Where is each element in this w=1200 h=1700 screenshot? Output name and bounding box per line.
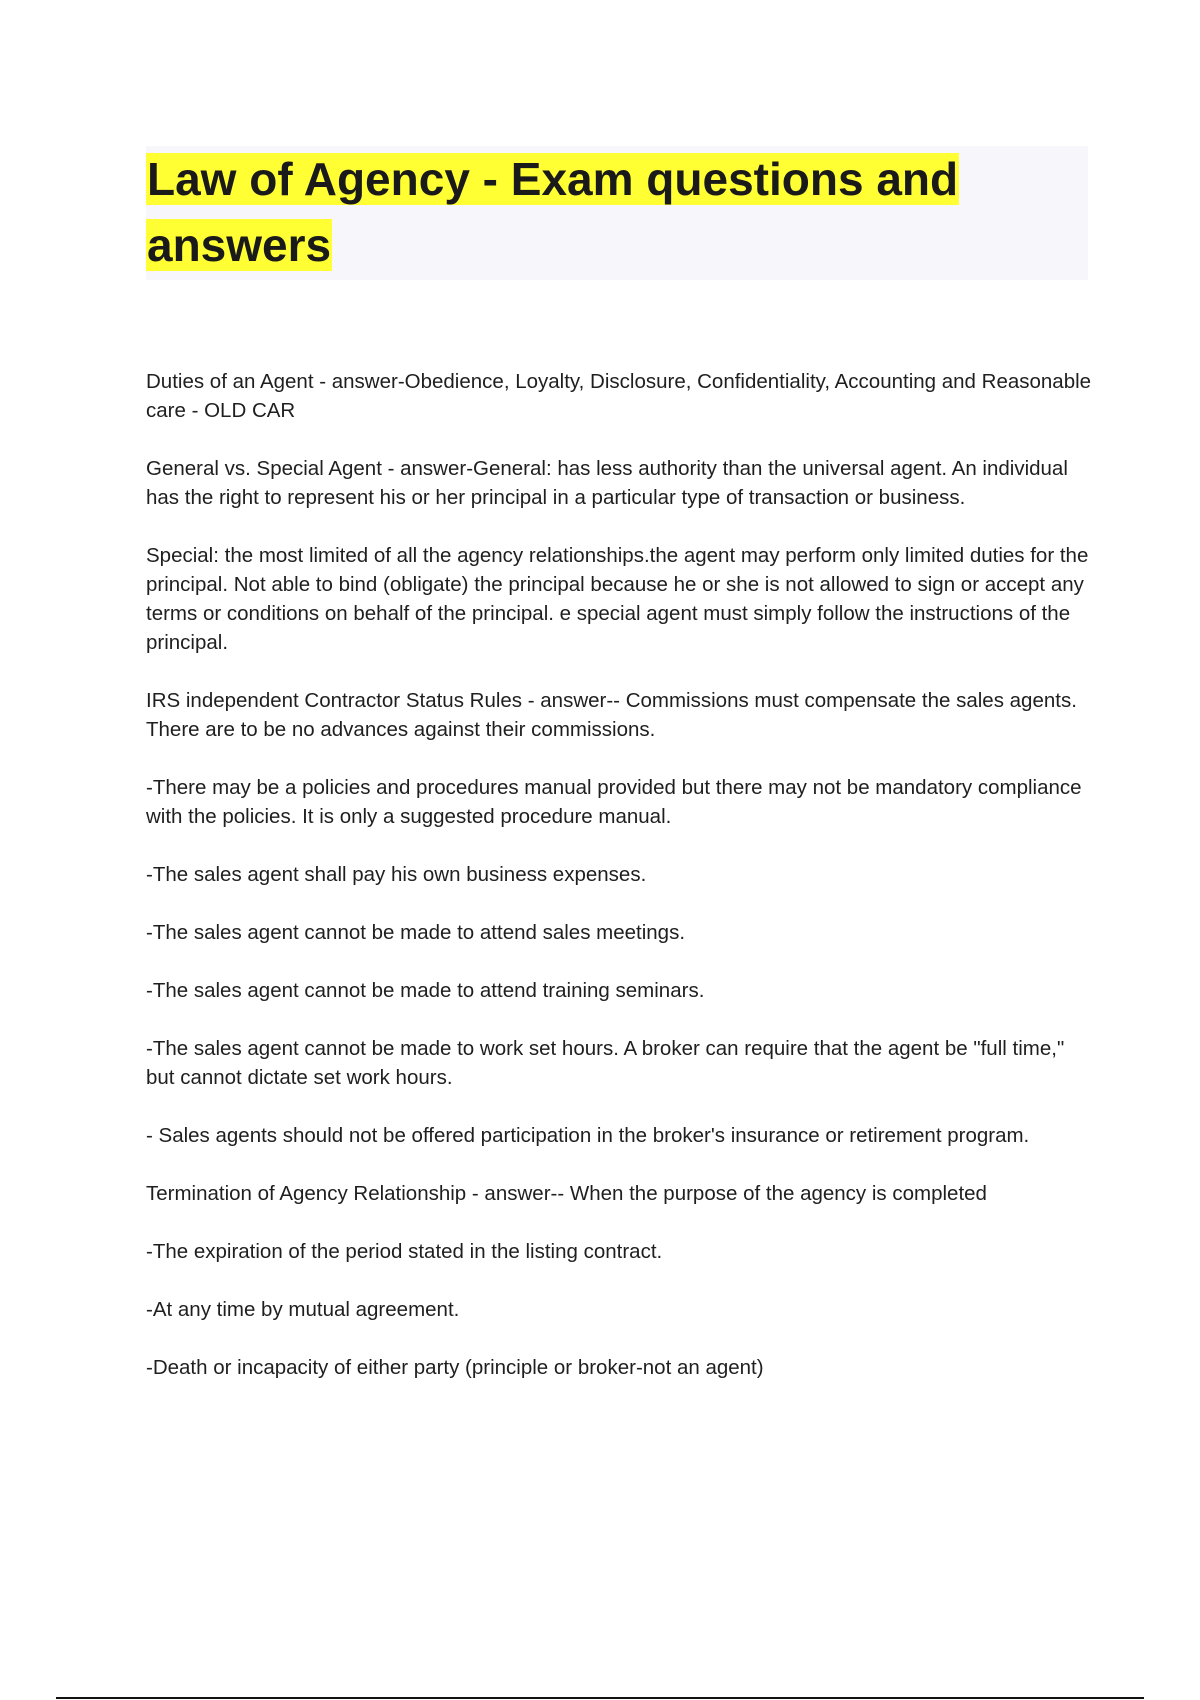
paragraph-special-agent: Special: the most limited of all the agency relationships.the agent may perform only limited duties for the principal. Not able to bind (obligate) the principal because he or she is not allowed to sign or accept any terms or conditions on behalf of the principal. e special agent must simply follow the instructions of the principal.	[146, 544, 1089, 654]
document-title	[146, 146, 1088, 278]
paragraph-business-expenses: -The sales agent shall pay his own business expenses.	[146, 863, 647, 886]
title-line-2: answers	[147, 219, 332, 271]
paragraph-termination: Termination of Agency Relationship - answer-- When the purpose of the agency is completed	[146, 1182, 987, 1205]
document-body	[146, 367, 1096, 1411]
paragraph-duties-of-agent: Duties of an Agent - answer-Obedience, Loyalty, Disclosure, Confidentiality, Accounting and Reasonable care - OLD CAR	[146, 370, 1092, 422]
paragraph-training-seminars: -The sales agent cannot be made to attend training seminars.	[146, 979, 705, 1002]
footer-divider	[56, 1697, 1144, 1699]
paragraph-death-incapacity: -Death or incapacity of either party (principle or broker-not an agent)	[146, 1356, 764, 1379]
paragraph-sales-meetings: -The sales agent cannot be made to attend sales meetings.	[146, 921, 686, 944]
paragraph-insurance-retirement: - Sales agents should not be offered participation in the broker's insurance or retirement program.	[146, 1124, 1030, 1147]
paragraph-set-hours: -The sales agent cannot be made to work set hours. A broker can require that the agent be "full time," but cannot dictate set work hours.	[146, 1037, 1065, 1089]
paragraph-mutual-agreement: -At any time by mutual agreement.	[146, 1298, 460, 1321]
title-line-1: Law of Agency - Exam questions and	[147, 153, 959, 205]
title-block	[146, 146, 1088, 280]
paragraph-general-vs-special: General vs. Special Agent - answer-General: has less authority than the universal agent. An individual has the right to represent his or her principal in a particular type of transaction or business.	[146, 457, 1068, 509]
paragraph-irs-rules: IRS independent Contractor Status Rules - answer-- Commissions must compensate the sales agents. There are to be no advances against their commissions.	[146, 689, 1077, 741]
paragraph-policies-manual: -There may be a policies and procedures manual provided but there may not be mandatory compliance with the policies. It is only a suggested procedure manual.	[146, 776, 1082, 828]
paragraph-expiration: -The expiration of the period stated in the listing contract.	[146, 1240, 663, 1263]
